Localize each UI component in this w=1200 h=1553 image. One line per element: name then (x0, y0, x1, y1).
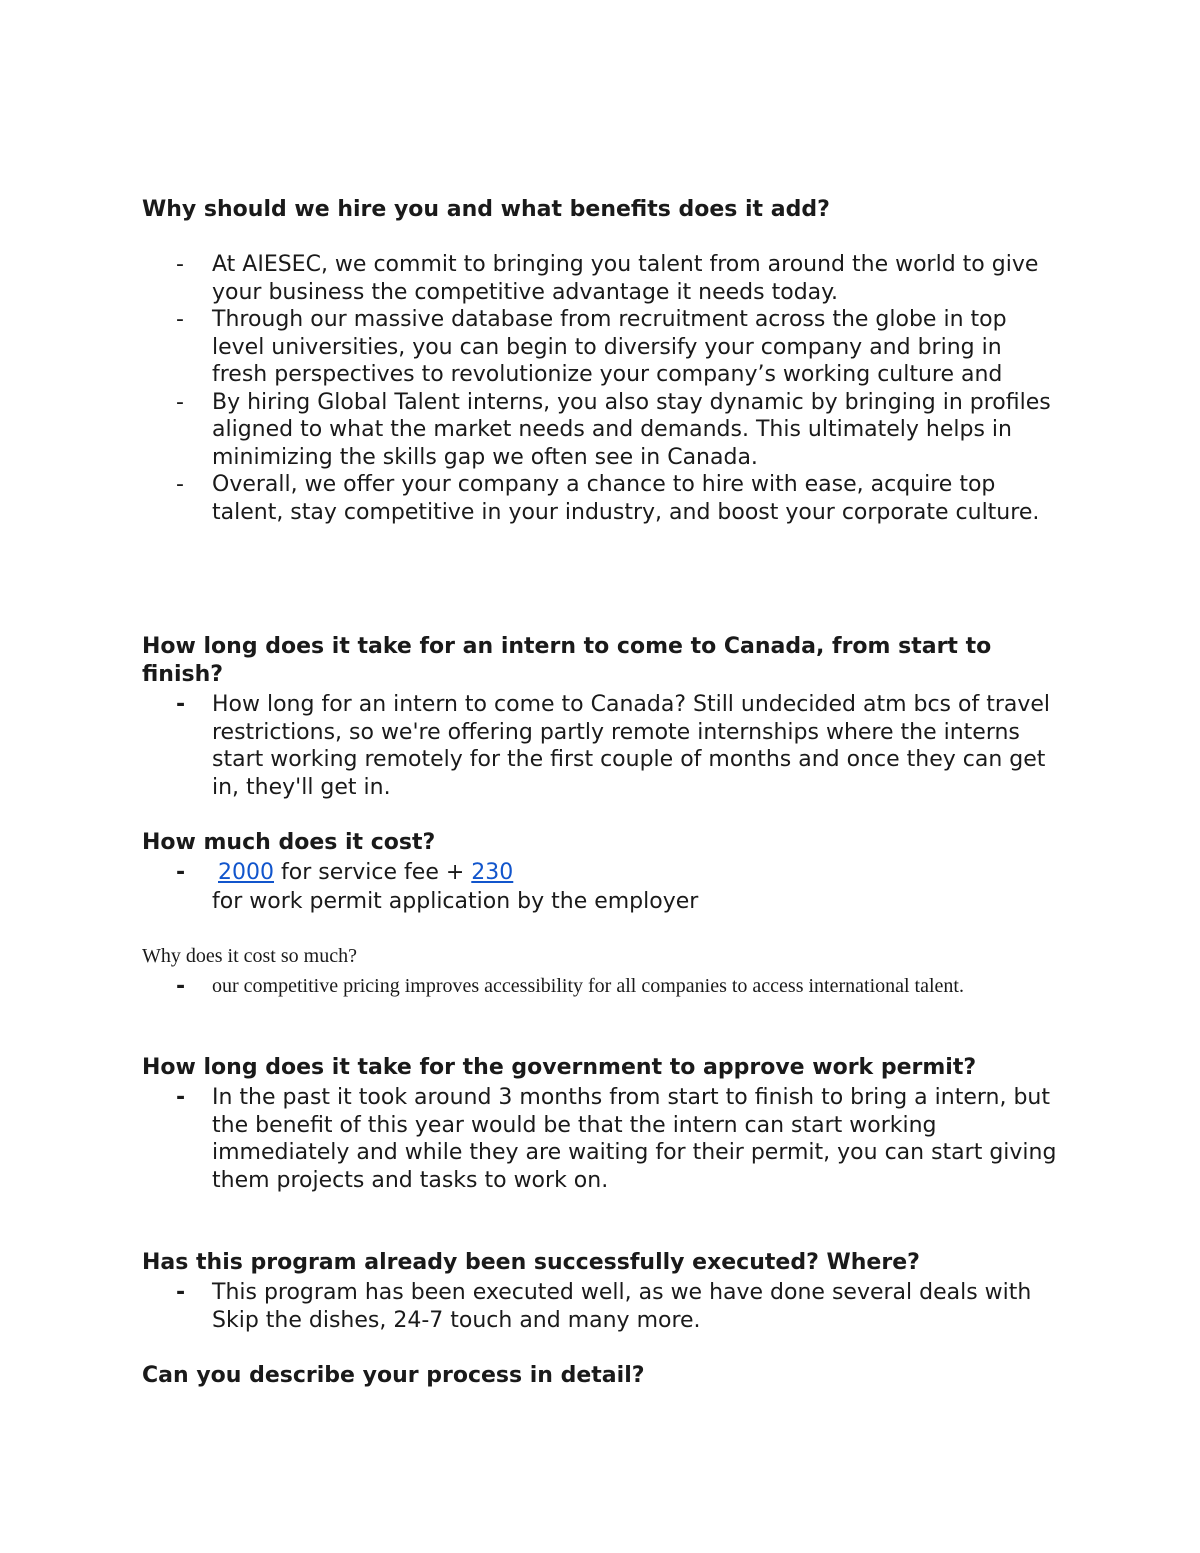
why-cost-list (0, 973, 1200, 1000)
list-item-text: Overall, we offer your company a chance to hire with ease, acquire top talent, stay competitive in your industry, and boost your corporate culture. (212, 472, 1040, 525)
list-item-text: How long for an intern to come to Canada? Still undecided atm bcs of travel restrictions, so we're offering partly remote internships where the interns start working remotely for the first couple of months and once they can get in, they'll get in. (212, 692, 1051, 800)
bullet-dash: - (176, 389, 184, 415)
permit-fee-text: for work permit application by the employer (212, 888, 699, 914)
timeline-list (0, 691, 1200, 801)
bullet-dash: - (176, 307, 184, 332)
list-item (0, 471, 1062, 526)
executed-list (0, 1279, 1200, 1334)
section-heading-permit: How long does it take for the government to approve work permit? (142, 1055, 977, 1080)
cost-line (212, 860, 513, 885)
section-heading-executed: Has this program already been successfully executed? Where? (142, 1250, 920, 1275)
list-item-text: our competitive pricing improves accessibility for all companies to access international talent. (212, 975, 964, 997)
cost-list (0, 859, 1200, 915)
list-item-text: By hiring Global Talent interns, you also stay dynamic by bringing in profiles aligned to what the market needs and demands. This ultimately helps in minimizing the skills gap we often see in Canada. (212, 389, 1051, 470)
list-item (0, 691, 1062, 801)
section-heading-process: Can you describe your process in detail? (142, 1363, 645, 1388)
benefits-list (0, 251, 1200, 526)
bullet-dash: - (176, 1085, 186, 1110)
permit-fee-link[interactable]: 230 (471, 860, 514, 885)
list-item (0, 251, 1062, 306)
list-item (0, 306, 1062, 389)
bullet-dash: - (176, 860, 186, 885)
permit-list (0, 1084, 1200, 1194)
list-item (0, 389, 1062, 472)
section-heading-timeline: How long does it take for an intern to come to Canada, from start to finish? (142, 634, 992, 687)
service-fee-link[interactable]: 2000 (218, 860, 274, 885)
service-fee-text: for service fee + (274, 860, 472, 885)
section-heading-cost: How much does it cost? (142, 830, 436, 855)
bullet-dash: - (176, 974, 186, 999)
list-item-text: In the past it took around 3 months from start to finish to bring a intern, but the benefit of this year would be that the intern can start working immediately and while they are waiting for their permit, you can start giving them projects and tasks to work on. (212, 1085, 1057, 1193)
bullet-dash: - (176, 692, 186, 717)
bullet-dash: - (176, 1280, 186, 1305)
list-item (0, 1279, 1062, 1334)
section-heading-hire: Why should we hire you and what benefits does it add? (142, 197, 830, 222)
list-item-text: Through our massive database from recruitment across the globe in top level universities, you can begin to diversify your company and bring in fresh perspectives to revolutionize your company’s working culture and (212, 307, 1007, 387)
list-item-text: At AIESEC, we commit to bringing you talent from around the world to give your business the competitive advantage it needs today. (212, 252, 1039, 305)
bullet-dash: - (176, 252, 184, 277)
list-item (0, 859, 1062, 887)
section-heading-why-cost: Why does it cost so much? (142, 945, 357, 967)
list-item-text: This program has been executed well, as we have done several deals with Skip the dishes, 24-7 touch and many more. (212, 1280, 1032, 1333)
bullet-dash: - (176, 472, 184, 497)
list-item (0, 1084, 1062, 1194)
list-item-continuation (0, 888, 1062, 916)
list-item (0, 973, 1042, 1000)
